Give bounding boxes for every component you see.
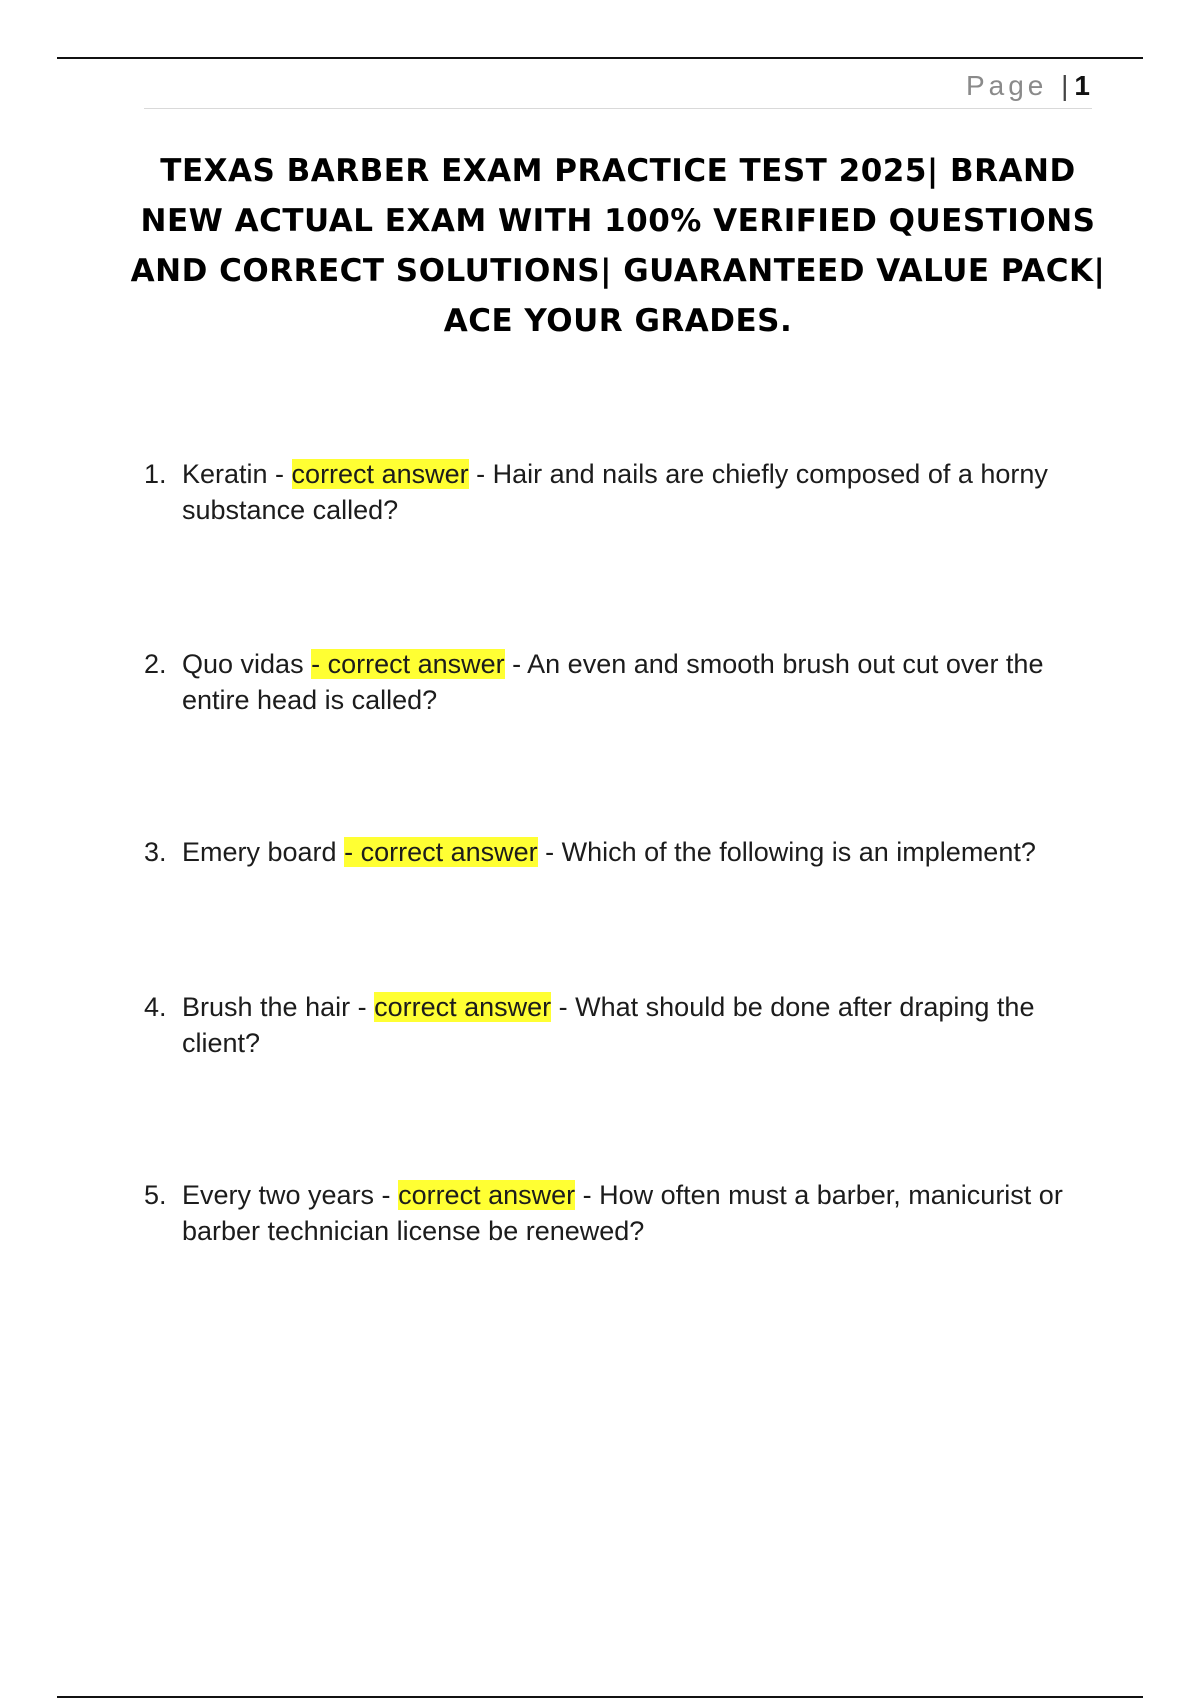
- page-header: [144, 66, 1092, 109]
- answer-text: Emery board: [182, 837, 345, 867]
- correct-answer-highlight: correct answer: [291, 459, 469, 489]
- answer-text: Brush the hair -: [182, 992, 375, 1022]
- question-number: 2.: [144, 649, 167, 679]
- question-prompt: - An even and smooth brush out cut over the entire head is called?: [182, 649, 1044, 715]
- page-number: 1: [1074, 70, 1090, 101]
- question-number: 4.: [144, 992, 167, 1022]
- question-prompt: - Hair and nails are chiefly composed of a horny substance called?: [182, 459, 1048, 525]
- top-rule: [57, 57, 1143, 59]
- question-number: 3.: [144, 837, 167, 867]
- question-item: [144, 456, 1094, 528]
- page-label: Page: [965, 70, 1048, 101]
- answer-text: Every two years -: [182, 1180, 399, 1210]
- correct-answer-highlight: - correct answer: [311, 649, 505, 679]
- question-prompt: - How often must a barber, manicurist or barber technician license be renewed?: [182, 1180, 1063, 1246]
- correct-answer-highlight: correct answer: [374, 992, 552, 1022]
- question-number: 5.: [144, 1180, 167, 1210]
- question-text: [182, 456, 1094, 528]
- question-text: [182, 834, 1094, 870]
- question-prompt: - Which of the following is an implement?: [537, 837, 1036, 867]
- bottom-rule: [57, 1696, 1143, 1698]
- question-item: [144, 646, 1094, 718]
- page-number-indicator: [966, 70, 1090, 102]
- question-prompt: - What should be done after draping the client?: [182, 992, 1035, 1058]
- question-item: [144, 1177, 1094, 1249]
- question-text: [182, 989, 1094, 1061]
- document-title: TEXAS BARBER EXAM PRACTICE TEST 2025| BRAND NEW ACTUAL EXAM WITH 100% VERIFIED QUESTIONS AND CORRECT SOLUTIONS| GUARANTEED VALUE PACK| ACE YOUR GRADES.: [130, 153, 1106, 339]
- question-item: [144, 989, 1094, 1061]
- correct-answer-highlight: correct answer: [398, 1180, 576, 1210]
- question-text: [182, 646, 1094, 718]
- question-number: 1.: [144, 459, 167, 489]
- question-text: [182, 1177, 1094, 1249]
- answer-text: Quo vidas: [182, 649, 312, 679]
- page-separator: |: [1061, 70, 1069, 101]
- answer-text: Keratin -: [182, 459, 292, 489]
- question-item: [144, 834, 1094, 870]
- correct-answer-highlight: - correct answer: [344, 837, 538, 867]
